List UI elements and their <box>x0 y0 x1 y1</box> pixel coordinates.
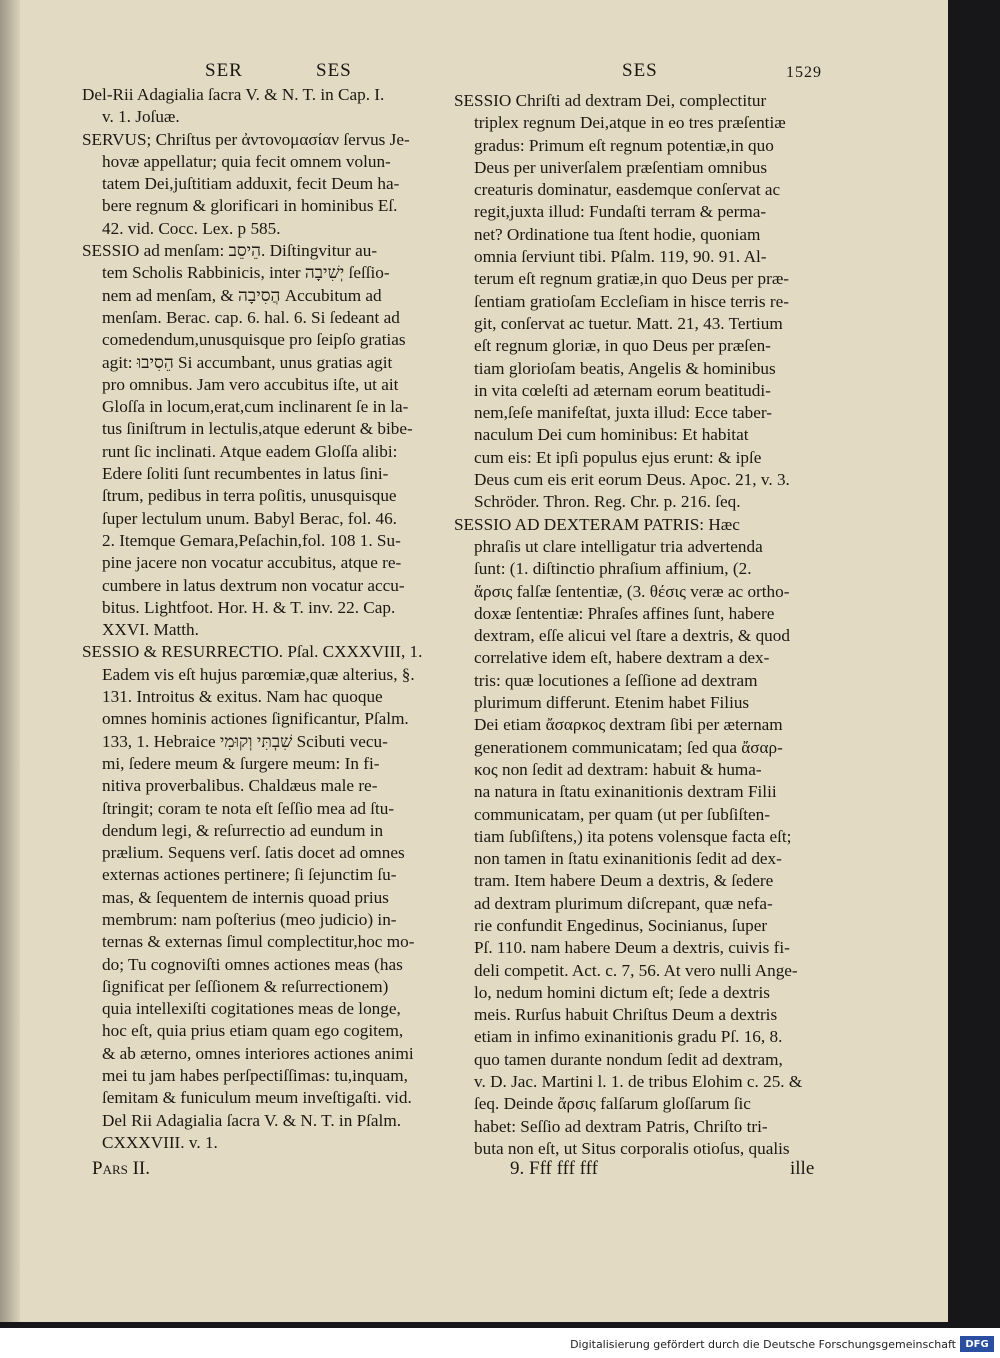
text-line: correlative idem eſt, habere dextram a dex- <box>474 648 770 668</box>
text-line: pro omnibus. Jam vero accubitus iſte, ut ait <box>102 374 399 394</box>
text-line: mi, ſedere meum & ſurgere meum: In fi- <box>102 753 380 773</box>
text-line: terum eſt regnum gratiæ,in quo Deus per præ- <box>474 269 790 289</box>
text-line: prælium. Sequens verſ. ſatis docet ad omnes <box>102 843 405 863</box>
catchword: ille <box>790 1158 815 1179</box>
text-line: quia intellexiſti cogitationes meas de longe, <box>102 999 401 1019</box>
signature-mark: 9. Fff fff fff <box>510 1158 598 1179</box>
text-line: do; Tu cognoviſti omnes actiones meas (has <box>102 954 403 974</box>
text-line: ad dextram plurimum diſcrepant, quæ nefa- <box>474 893 773 913</box>
text-line: tus ſiniſtrum in lectulis,atque ederunt & bibe- <box>102 419 413 439</box>
text-line: dextram, eſſe alicui vel ſtare a dextris, & quod <box>474 626 790 646</box>
text-line: regit,juxta illud: Fundaſti terram & perma- <box>474 202 767 222</box>
text-line: ſentiam gratioſam Eccleſiam in hisce terris re- <box>474 291 789 311</box>
text-line: tiam ſubſiſtens,) ita potens volensque facta eſt; <box>474 826 792 846</box>
text-line: tram. Item habere Deum a dextris, & ſedere <box>474 871 774 891</box>
dfg-logo: DFG <box>960 1336 994 1352</box>
text-line: menſam. Berac. cap. 6. hal. 6. Si ſedeant ad <box>102 307 400 327</box>
text-line: omnes hominis actiones ſignificantur, Pſalm. <box>102 709 409 729</box>
text-line: hoc eſt, quia prius etiam quam ego cogitem, <box>102 1021 404 1041</box>
text-line: mas, & ſequentem de internis quoad prius <box>102 887 389 907</box>
text-line: 131. Introitus & exitus. Nam hac quoque <box>102 687 383 707</box>
text-line: non tamen in ſtatu exinanitionis ſedit ad dex- <box>474 849 782 869</box>
text-line: ſtrum, pedibus in terra poſitis, unusquisque <box>102 486 397 506</box>
page-gutter-shadow <box>0 0 20 1322</box>
text-line: mei tu jam habes perſpectiſſimas: tu,inquam, <box>102 1066 408 1086</box>
text-line: deli competit. Act. c. 7, 56. At vero nulli Ange- <box>474 960 798 980</box>
text-line: rie confundit Engedinus, Socinianus, ſuper <box>474 915 768 935</box>
text-line: ſemitam & funiculum meum inveſtigaſti. vid. <box>102 1088 412 1108</box>
text-line: Pſ. 110. nam habere Deum a dextris, cuivis fi- <box>474 938 790 958</box>
text-line: lo, nedum homini dictum eſt; ſede a dextris <box>474 982 770 1002</box>
text-line: 133, 1. Hebraice שִׁבְתִּי וְקוּמִי Scibuti vecu- <box>102 731 388 751</box>
text-line: eſt regnum gloriæ, in quo Deus per præſen- <box>474 336 771 356</box>
text-line: nem ad menſam, & הֲסִיבָה Accubitum ad <box>102 285 382 305</box>
text-line: bitus. Lightfoot. Hor. H. & T. inv. 22. Cap. <box>102 597 396 617</box>
text-line: communicatam, per quam (ut per ſubſiſten- <box>474 804 770 824</box>
text-line: pine jacere non vocatur accubitus, atque re- <box>102 553 402 573</box>
text-line: etiam in infimo exinanitionis gradu Pſ. 16, 8. <box>474 1027 783 1047</box>
right-text-column <box>454 90 834 1160</box>
text-line: Dei etiam ἄσαρκος dextram ſibi per æternam <box>474 715 783 735</box>
text-line: cum eis: Et ipſi populus ejus erunt: & ipſe <box>474 447 762 467</box>
text-line: na natura in ſtatu exinanitionis dextram Filii <box>474 782 777 802</box>
text-line: & ab æterno, omnes interiores actiones animi <box>102 1043 414 1063</box>
text-line: externas actiones pertinere; ſi ſejunctim ſu- <box>102 865 397 885</box>
text-line: Edere ſoliti ſunt recumbentes in latus ſini- <box>102 464 389 484</box>
text-line: quo tamen durante nondum ſedit ad dextram, <box>474 1049 783 1069</box>
text-line: buta non eſt, ut Situs corporalis otioſus, qualis <box>474 1138 790 1158</box>
text-line: ſuper lectulum unum. Babyl Berac, fol. 46. <box>102 508 397 528</box>
text-line: 42. vid. Cocc. Lex. p 585. <box>102 218 281 238</box>
text-line: tris: quæ locutiones a ſeſſione ad dextram <box>474 670 758 690</box>
running-head-ser: SER <box>205 60 243 81</box>
text-line: gradus: Primum eſt regnum potentiæ,in quo <box>474 135 774 155</box>
text-line: nitiva proverbalibus. Chaldæus male re- <box>102 776 378 796</box>
text-line: Del-Rii Adagialia ſacra V. & N. T. in Cap. I. <box>82 85 385 104</box>
text-line: bere regnum & glorificari in hominibus Eſ. <box>102 196 398 216</box>
text-line: SERVUS; Chriſtus per ἀντονομασίαν ſervus Je- <box>82 129 410 149</box>
text-line: hovæ appellatur; quia fecit omnem volun- <box>102 151 391 171</box>
text-line: nem,ſeſe manifeſtat, juxta illud: Ecce taber- <box>474 403 772 423</box>
text-line: creaturis dominatur, easdemque conſervat ac <box>474 180 781 200</box>
text-line: dendum legi, & reſurrectio ad eundum in <box>102 820 384 840</box>
text-line: Schröder. Thron. Reg. Chr. p. 216. ſeq. <box>474 492 741 512</box>
text-line: ſeq. Deinde ἄρσις falſarum gloſſarum ſic <box>474 1094 751 1114</box>
text-line: v. D. Jac. Martini l. 1. de tribus Elohim c. 25. & <box>474 1072 803 1092</box>
funding-credit: Digitalisierung gefördert durch die Deutsche Forschungsgemeinschaft <box>570 1338 956 1351</box>
text-line: meis. Rurſus habuit Chriſtus Deum a dextris <box>474 1005 778 1025</box>
text-line: v. 1. Joſuæ. <box>102 107 180 127</box>
running-head-ses-left: SES <box>316 60 352 81</box>
text-line: ſignificat per ſeſſionem & reſurrectionem) <box>102 976 389 996</box>
text-line: in vita cœleſti ad æternam eorum beatitudi- <box>474 380 771 400</box>
text-line: ſtringit; coram te nota eſt ſeſſio mea ad ſtu- <box>102 798 395 818</box>
text-line: runt ſic inclinati. Atque eadem Gloſſa alibi: <box>102 441 398 461</box>
text-line: membrum: nam poſterius (meo judicio) in- <box>102 909 397 929</box>
running-head-ses-right: SES <box>622 60 658 81</box>
text-line: Eadem vis eſt hujus parœmiæ,quæ alterius, §. <box>102 664 415 684</box>
text-line: Del Rii Adagialia ſacra V. & N. T. in Pſalm. <box>102 1110 401 1130</box>
text-line: XXVI. Matth. <box>102 620 199 640</box>
text-line: SESSIO AD DEXTERAM PATRIS: Hæc <box>454 514 740 534</box>
text-line: SESSIO ad menſam: הֵיסֵב. Diſtingvitur au- <box>82 241 378 261</box>
text-line: doxæ ſententiæ: Phraſes affines ſunt, habere <box>474 603 775 623</box>
text-line: SESSIO Chriſti ad dextram Dei, complectitur <box>454 91 767 110</box>
text-line: κος non ſedit ad dextram: habuit & huma- <box>474 759 762 779</box>
text-line: habet: Seſſio ad dextram Patris, Chriſto tri- <box>474 1116 768 1136</box>
text-line: git, conſervat ac tuetur. Matt. 21, 43. Tertium <box>474 313 783 333</box>
text-line: phraſis ut clare intelligatur tria advertenda <box>474 536 763 556</box>
left-text-column <box>82 84 454 1154</box>
text-line: Gloſſa in locum,erat,cum inclinarent ſe in la- <box>102 397 409 417</box>
text-line: tatem Dei,juſtitiam adduxit, fecit Deum ha- <box>102 174 400 194</box>
signature-part: Pars II. <box>92 1158 151 1179</box>
text-line: omnia ſerviunt tibi. Pſalm. 119, 90. 91. Al- <box>474 247 767 267</box>
text-line: Deus per univerſalem præſentiam omnibus <box>474 157 768 177</box>
text-line: tem Scholis Rabbinicis, inter יְשִׁיבָה ſeſſio- <box>102 263 390 283</box>
text-line: CXXXVIII. v. 1. <box>102 1132 218 1152</box>
text-line: agit: הֵסִיבוּ Si accumbant, unus gratias agit <box>102 352 393 372</box>
text-line: ἄρσις falſæ ſententiæ, (3. θέσις veræ ac ortho- <box>474 581 790 601</box>
text-line: SESSIO & RESURRECTIO. Pſal. CXXXVIII, 1. <box>82 642 423 662</box>
text-line: ſunt: (1. diſtinctio phraſium affinium, (2. <box>474 559 752 579</box>
text-line: 2. Itemque Gemara,Peſachin,fol. 108 1. Su- <box>102 530 401 550</box>
text-line: cumbere in latus dextrum non vocatur accu- <box>102 575 405 595</box>
text-line: net? Ordinatione tua ſtent hodie, quoniam <box>474 224 761 244</box>
text-line: Deus cum eis erit eorum Deus. Apoc. 21, v. 3. <box>474 470 790 490</box>
text-line: tiam glorioſam beatis, Angelis & hominibus <box>474 358 776 378</box>
page-number: 1529 <box>786 64 822 81</box>
text-line: triplex regnum Dei,atque in eo tres præſentiæ <box>474 113 786 133</box>
text-line: naculum Dei cum hominibus: Et habitat <box>474 425 749 445</box>
text-line: generationem communicatam; ſed qua ἄσαρ- <box>474 737 783 757</box>
text-line: plurimum differunt. Etenim habet Filius <box>474 693 750 713</box>
text-line: ternas & externas ſimul complectitur,hoc mo- <box>102 932 415 952</box>
text-line: comedendum,unusquisque pro ſeipſo gratias <box>102 330 406 350</box>
